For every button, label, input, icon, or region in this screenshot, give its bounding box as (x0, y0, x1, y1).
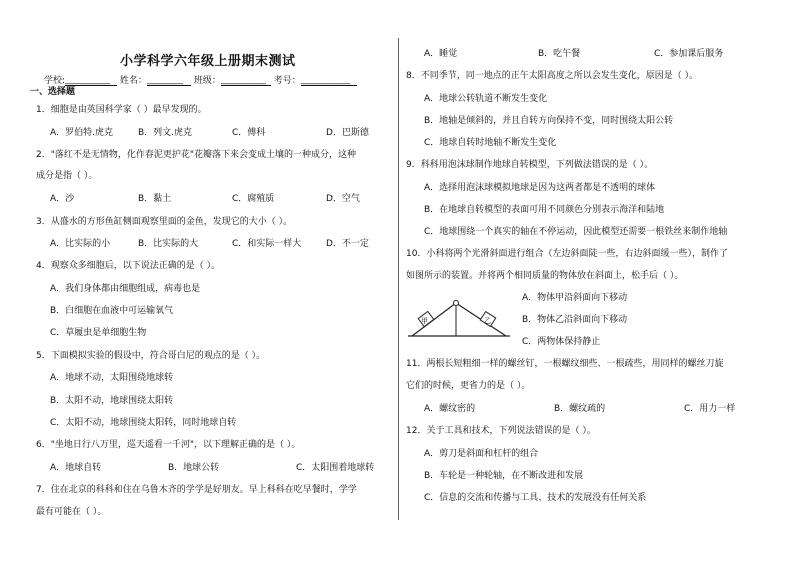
q7-option-c: C．参加课后服务 (654, 49, 724, 59)
q10-option-c: C．两物体保持静止 (522, 337, 601, 347)
q6-option-c: C．太阳围着地球转 (296, 463, 375, 473)
question-7-line-1: 7．住在北京的科科和住在乌鲁木齐的学学是好朋友。早上科科在吃早餐时，学学 (36, 485, 357, 495)
question-10-line-1: 10．小科将两个光滑斜面进行组合（左边斜面陡一些，右边斜面缓一些），制作了 (406, 249, 728, 259)
q6-option-a: A．地球自转 (50, 463, 102, 473)
q10-option-b: B．物体乙沿斜面向下移动 (522, 315, 628, 325)
q9-option-c: C．地球围绕一个真实的轴在不停运动，因此模型还需要一根铁丝来制作地轴 (424, 227, 728, 237)
q1-option-d: D．巴斯德 (326, 128, 369, 138)
question-9: 9．科科用泡沫球制作地球自转模型，下列做法错误的是（ ）。 (406, 160, 654, 170)
student-info-row (44, 73, 357, 86)
class-label: 班级： (193, 76, 221, 86)
question-5: 5．下面模拟实验的假设中，符合哥白尼的观点的是（ ）。 (36, 351, 266, 361)
q7-option-b: B．吃午餐 (538, 49, 581, 59)
name-label: 姓名： (119, 76, 147, 86)
q11-option-c: C．用力一样 (684, 404, 736, 414)
label-jia: 甲 (421, 317, 428, 325)
label-yi: 乙 (484, 317, 491, 325)
q8-option-b: B．地轴是倾斜的，并且自转方向保持不变，同时围绕太阳公转 (424, 116, 674, 126)
q11-option-a: A．螺纹密的 (424, 404, 476, 414)
question-2-line-2: 成分是指（ ）。 (36, 171, 98, 181)
q3-option-a: A．比实际的小 (50, 239, 111, 249)
name-field[interactable]: ________ (147, 75, 191, 86)
question-6: 6．"坐地日行八万里，巡天遥看一千河"，以下理解正确的是（ ）。 (36, 440, 301, 450)
q10-option-a: A．物体甲沿斜面向下移动 (522, 293, 628, 303)
question-3: 3．从盛水的方形鱼缸侧面观察里面的金鱼，发现它的大小（ ）。 (36, 217, 293, 227)
question-12: 12．关于工具和技术，下列说法错误的是（ ）。 (406, 426, 596, 436)
q5-option-c: C．太阳不动，地球围绕太阳转，同时地球自转 (50, 418, 237, 428)
q5-option-a: A．地球不动，太阳围绕地球转 (50, 373, 174, 383)
q1-option-a: A．罗伯特.虎克 (50, 128, 114, 138)
q4-option-c: C．草履虫是单细胞生物 (50, 328, 147, 338)
exam-id-field[interactable]: ___________ (301, 75, 357, 86)
q4-option-a: A．我们身体都由细胞组成，病毒也是 (50, 284, 201, 294)
q12-option-b: B．车轮是一种轮轴，在不断改进和发展 (424, 471, 584, 481)
question-2-line-1: 2．"落红不是无情物，化作春泥更护花"花瓣落下来会变成土壤的一种成分，这种 (36, 150, 357, 160)
q9-option-a: A．选择用泡沫球模拟地球是因为这两者都是不透明的球体 (424, 183, 656, 193)
school-label: 学校: (44, 76, 66, 86)
class-field[interactable]: __________ (221, 75, 271, 86)
q8-option-c: C．地球自转时地轴不断发生变化 (424, 138, 557, 148)
q7-option-a: A．睡觉 (424, 49, 458, 59)
q2-option-b: B．黏土 (138, 194, 172, 204)
q3-option-b: B．比实际的大 (138, 239, 199, 249)
pulley (454, 301, 459, 306)
q5-option-b: B．太阳不动，地球围绕太阳转 (50, 396, 174, 406)
question-11-line-1: 11．两根长短粗细一样的螺丝钉，一根螺纹细些、一根疏些，用同样的螺丝刀旋 (406, 359, 724, 369)
question-11-line-2: 它们的时候，更省力的是（ ）。 (406, 381, 531, 391)
page-title: 小学科学六年级上册期末测试 (120, 54, 296, 69)
section-heading: 一、选择题 (30, 87, 76, 97)
q4-option-b: B．白细胞在血液中可运输氧气 (50, 306, 174, 316)
question-1: 1．细胞是由英国科学家（ ）最早发现的。 (36, 105, 207, 115)
inclined-planes-diagram (406, 298, 512, 340)
q1-option-b: B．列文.虎克 (138, 128, 193, 138)
q12-option-c: C．信息的交流和传播与工具、技术的发展没有任何关系 (424, 493, 647, 503)
q3-option-d: D．不一定 (326, 239, 369, 249)
school-field[interactable]: __________ (65, 75, 117, 86)
q3-option-c: C．和实际一样大 (232, 239, 302, 249)
question-7-line-2: 最有可能在（ ）。 (36, 507, 107, 517)
column-divider (398, 38, 399, 520)
question-4: 4．观察众多细胞后，以下说法正确的是（ ）。 (36, 261, 221, 271)
exam-id-label: 考号： (273, 76, 301, 86)
q11-option-b: B．螺纹疏的 (554, 404, 606, 414)
q1-option-c: C．傅科 (232, 128, 266, 138)
q2-option-c: C．腐殖质 (232, 194, 275, 204)
q2-option-d: D．空气 (326, 194, 360, 204)
q8-option-a: A．地球公转轨道不断发生变化 (424, 94, 548, 104)
q2-option-a: A．沙 (50, 194, 75, 204)
question-10-line-2: 如图所示的装置。并将两个相同质量的物体放在斜面上，松手后（ ）。 (406, 271, 684, 281)
q12-option-a: A．剪刀是斜面和杠杆的组合 (424, 449, 539, 459)
question-8: 8．不同季节，同一地点的正午太阳高度之所以会发生变化，原因是（ ）。 (406, 71, 699, 81)
q6-option-b: B．地球公转 (168, 463, 220, 473)
q9-option-b: B．在地球自转模型的表面可用不同颜色分别表示海洋和陆地 (424, 205, 665, 215)
